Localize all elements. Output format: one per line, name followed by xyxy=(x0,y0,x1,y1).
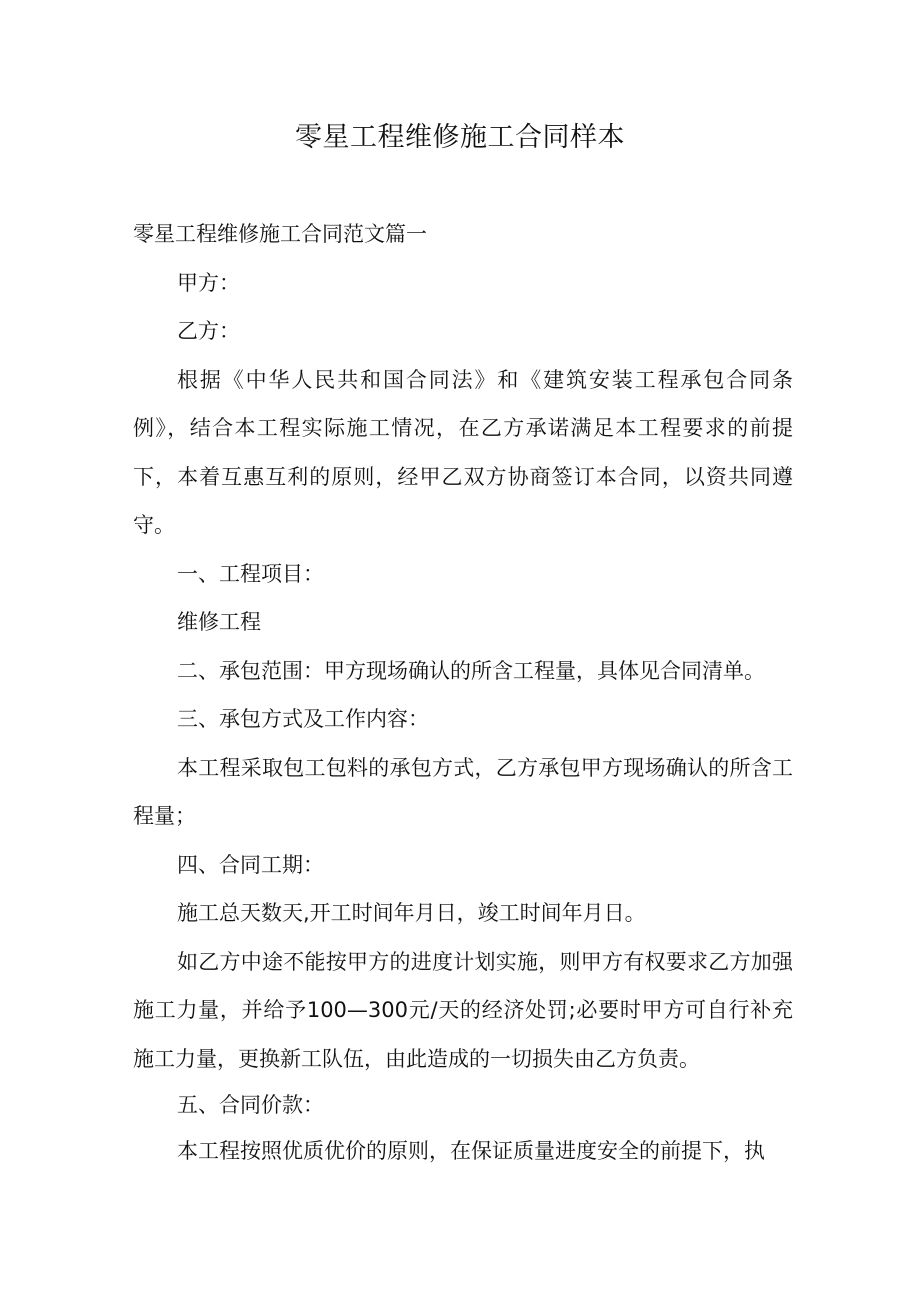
clause-heading-price: 五、合同价款： xyxy=(177,1093,324,1117)
party-b-field: 乙方： xyxy=(177,319,240,343)
clause-text-project: 维修工程 xyxy=(177,610,261,634)
clause-text-penalty: 如乙方中途不能按甲方的进度计划实施，则甲方有权要求乙方加强施工力量，并给予100—300元/天的经济处罚;必要时甲方可自行补充施工力量，更换新工队伍，由此造成的一切损失由乙方负责。 xyxy=(133,949,793,1071)
clause-text-schedule: 施工总天数天,开工时间年月日，竣工时间年月日。 xyxy=(177,901,646,925)
party-a-field: 甲方： xyxy=(177,270,240,295)
clause-text-method: 本工程采取包工包料的承包方式，乙方承包甲方现场确认的所含工程量； xyxy=(133,755,793,828)
preamble-paragraph: 根据《中华人民共和国合同法》和《建筑安装工程承包合同条例》，结合本工程实际施工情况，在乙方承诺满足本工程要求的前提下，本着互惠互利的原则，经甲乙双方协商签订本合同，以资共同遵守。 xyxy=(133,367,793,537)
clause-heading-method: 三、承包方式及工作内容： xyxy=(177,707,429,731)
clause-scope: 二、承包范围：甲方现场确认的所含工程量，具体见合同清单。 xyxy=(177,658,765,683)
document-body xyxy=(133,210,793,1176)
clause-heading-project: 一、工程项目： xyxy=(177,561,324,586)
clause-text-price: 本工程按照优质优价的原则，在保证质量进度安全的前提下，执 xyxy=(177,1139,765,1163)
clause-heading-schedule: 四、合同工期： xyxy=(177,852,324,877)
document-title: 零星工程维修施工合同样本 xyxy=(295,122,625,153)
section-heading: 零星工程维修施工合同范文篇一 xyxy=(133,222,427,246)
